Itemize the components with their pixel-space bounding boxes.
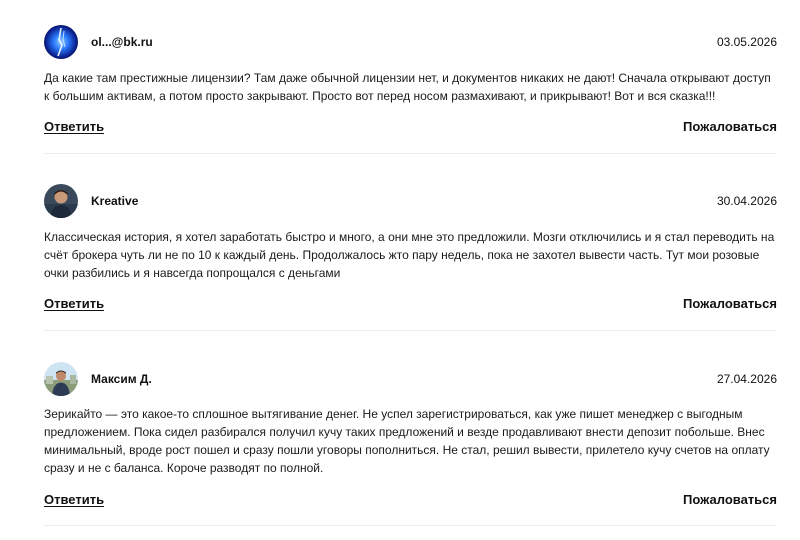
avatar-image [44, 25, 78, 59]
avatar-image [44, 362, 78, 396]
reply-button[interactable]: Ответить [44, 492, 105, 507]
comment-header [44, 184, 777, 220]
comment-actions [44, 296, 777, 318]
comment-text: Да какие там престижные лицензии? Там даже обычной лицензии нет, и документов никаких не дают! Сначала открывают доступ к большим активам, а потом просто закрывают. Просто вот перед носом размахивают, и прикрывают! Вот и вся сказка!!! [44, 71, 771, 103]
user-avatar [44, 362, 78, 396]
comment-divider [44, 525, 777, 526]
comment-date: 30.04.2026 [716, 194, 777, 208]
comment-author: ol...@bk.ru [91, 35, 153, 49]
report-button[interactable]: Пожаловаться [683, 492, 777, 507]
comment-item [44, 25, 777, 141]
comment-text: Зерикайто — это какое-то сплошное вытягивание денег. Не успел зарегистрироваться, как уже пишет менеджер с выгодным предложением. Пока сидел разбирался получил кучу таких предложений и везде продавливают внести депозит побольше. Внес минимальный, вроде рост пошел и сразу пошли уговоры пополниться. Не стал, решил вывести, прилетело кучу счетов на оплату сразу и не с баланса. Короче разводят по полной. [44, 407, 770, 475]
avatar-image [44, 184, 78, 218]
comment-divider [44, 330, 777, 331]
report-button[interactable]: Пожаловаться [683, 119, 777, 134]
comment-header [44, 362, 777, 398]
comment-divider [44, 153, 777, 154]
comment-actions [44, 492, 777, 514]
report-button[interactable]: Пожаловаться [683, 296, 777, 311]
comment-author: Kreative [91, 194, 139, 208]
reply-button[interactable]: Ответить [44, 119, 105, 134]
comment-actions [44, 119, 777, 141]
comment-header [44, 25, 777, 61]
comment-item [44, 184, 777, 318]
comment-date: 27.04.2026 [716, 372, 777, 386]
reply-button[interactable]: Ответить [44, 296, 105, 311]
comment-date: 03.05.2026 [716, 35, 777, 49]
comment-author: Максим Д. [91, 372, 152, 386]
user-avatar [44, 25, 78, 59]
comment-text: Классическая история, я хотел заработать быстро и много, а они мне это предложили. Мозги отключились и я стал переводить на счёт брокера чуть ли не по 10 к каждый день. Продолжалось жто пару недель, пока не захотел вывести часть. Тут мои розовые очки разбились и я навсегда попрощался с деньгами [44, 230, 775, 280]
user-avatar [44, 184, 78, 218]
comment-item [44, 362, 777, 514]
